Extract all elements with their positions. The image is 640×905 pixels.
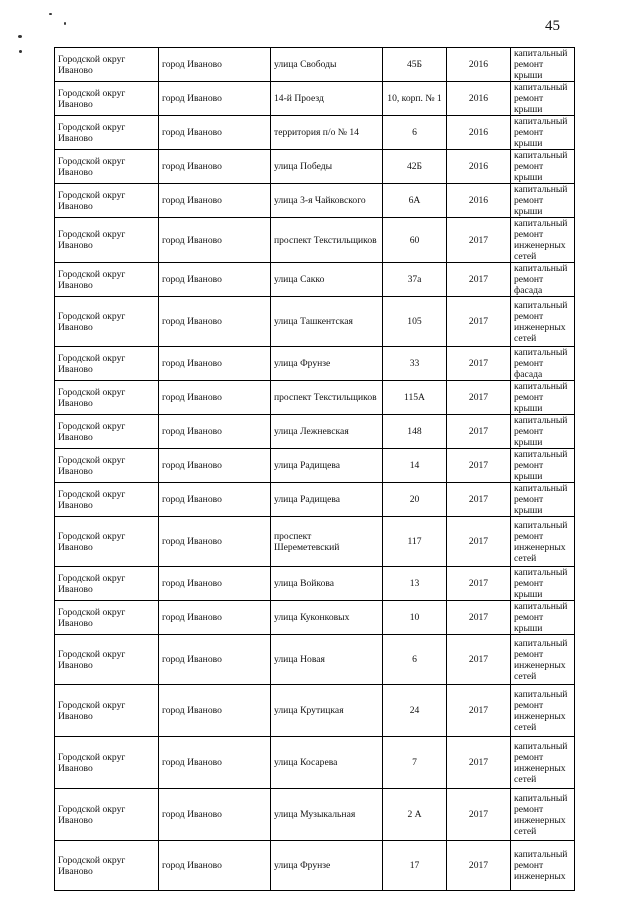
street-cell: улица Свободы [271,48,383,82]
house-number-cell: 2 А [383,789,447,841]
house-number-cell: 148 [383,415,447,449]
house-number-cell: 45Б [383,48,447,82]
street-cell: улица Музыкальная [271,789,383,841]
year-cell: 2017 [447,789,511,841]
district-cell: Городской округ Иваново [55,483,159,517]
table-row [55,517,575,567]
street-cell: проспект Текстильщиков [271,218,383,263]
street-cell: улица Новая [271,635,383,685]
district-cell: Городской округ Иваново [55,82,159,116]
district-cell: Городской округ Иваново [55,116,159,150]
district-cell: Городской округ Иваново [55,737,159,789]
house-number-cell: 105 [383,297,447,347]
year-cell: 2017 [447,601,511,635]
work-type-cell: капитальный ремонт инженерных сетей [511,737,575,789]
work-type-cell: капитальный ремонт фасада [511,263,575,297]
table-row [55,82,575,116]
scan-speck [19,50,22,53]
city-cell: город Иваново [159,841,271,891]
work-type-cell: капитальный ремонт крыши [511,415,575,449]
work-type-cell: капитальный ремонт крыши [511,483,575,517]
work-type-cell: капитальный ремонт инженерных сетей [511,218,575,263]
table-row [55,48,575,82]
city-cell: город Иваново [159,297,271,347]
city-cell: город Иваново [159,48,271,82]
scan-speck [18,35,22,38]
table-row [55,483,575,517]
city-cell: город Иваново [159,263,271,297]
work-type-cell: капитальный ремонт крыши [511,116,575,150]
house-number-cell: 117 [383,517,447,567]
house-number-cell: 14 [383,449,447,483]
work-type-cell: капитальный ремонт крыши [511,150,575,184]
district-cell: Городской округ Иваново [55,567,159,601]
city-cell: город Иваново [159,347,271,381]
street-cell: улица Радищева [271,483,383,517]
house-number-cell: 24 [383,685,447,737]
work-type-cell: капитальный ремонт инженерных сетей [511,635,575,685]
street-cell: улица Крутицкая [271,685,383,737]
table-row [55,381,575,415]
street-cell: улица Косарева [271,737,383,789]
year-cell: 2017 [447,449,511,483]
year-cell: 2017 [447,685,511,737]
district-cell: Городской округ Иваново [55,635,159,685]
city-cell: город Иваново [159,381,271,415]
page-number: 45 [545,18,560,34]
street-cell: проспект Шереметевский [271,517,383,567]
table-row [55,737,575,789]
table-row [55,841,575,891]
street-cell: улица Куконковых [271,601,383,635]
table-row [55,263,575,297]
house-number-cell: 33 [383,347,447,381]
work-type-cell: капитальный ремонт крыши [511,48,575,82]
scan-speck [49,13,52,15]
registry-body [55,48,575,891]
year-cell: 2017 [447,347,511,381]
street-cell: проспект Текстильщиков [271,381,383,415]
district-cell: Городской округ Иваново [55,685,159,737]
city-cell: город Иваново [159,483,271,517]
year-cell: 2017 [447,483,511,517]
street-cell: улица Фрунзе [271,347,383,381]
year-cell: 2016 [447,150,511,184]
city-cell: город Иваново [159,150,271,184]
street-cell: улица Лежневская [271,415,383,449]
street-cell: улица Радищева [271,449,383,483]
street-cell: улица Фрунзе [271,841,383,891]
year-cell: 2017 [447,218,511,263]
street-cell: улица Победы [271,150,383,184]
work-type-cell: капитальный ремонт фасада [511,347,575,381]
year-cell: 2017 [447,841,511,891]
table-row [55,218,575,263]
work-type-cell: капитальный ремонт крыши [511,601,575,635]
work-type-cell: капитальный ремонт инженерных сетей [511,789,575,841]
district-cell: Городской округ Иваново [55,601,159,635]
work-type-cell: капитальный ремонт крыши [511,381,575,415]
district-cell: Городской округ Иваново [55,381,159,415]
city-cell: город Иваново [159,517,271,567]
year-cell: 2016 [447,82,511,116]
table-row [55,789,575,841]
city-cell: город Иваново [159,737,271,789]
house-number-cell: 17 [383,841,447,891]
house-number-cell: 6А [383,184,447,218]
table-row [55,449,575,483]
house-number-cell: 10 [383,601,447,635]
district-cell: Городской округ Иваново [55,841,159,891]
table-row [55,116,575,150]
house-number-cell: 37а [383,263,447,297]
district-cell: Городской округ Иваново [55,449,159,483]
table-row [55,297,575,347]
work-type-cell: капитальный ремонт крыши [511,184,575,218]
table-row [55,415,575,449]
work-type-cell: капитальный ремонт крыши [511,82,575,116]
street-cell: улица Ташкентская [271,297,383,347]
city-cell: город Иваново [159,116,271,150]
district-cell: Городской округ Иваново [55,347,159,381]
city-cell: город Иваново [159,601,271,635]
year-cell: 2017 [447,635,511,685]
table-row [55,150,575,184]
city-cell: город Иваново [159,789,271,841]
street-cell: улица Войкова [271,567,383,601]
district-cell: Городской округ Иваново [55,517,159,567]
house-number-cell: 6 [383,635,447,685]
scan-speck [64,22,66,25]
street-cell: 14-й Проезд [271,82,383,116]
work-type-cell: капитальный ремонт инженерных сетей [511,685,575,737]
year-cell: 2017 [447,737,511,789]
year-cell: 2016 [447,184,511,218]
city-cell: город Иваново [159,218,271,263]
work-type-cell: капитальный ремонт инженерных сетей [511,297,575,347]
street-cell: улица Сакко [271,263,383,297]
district-cell: Городской округ Иваново [55,297,159,347]
district-cell: Городской округ Иваново [55,48,159,82]
year-cell: 2016 [447,48,511,82]
house-number-cell: 60 [383,218,447,263]
year-cell: 2017 [447,297,511,347]
house-number-cell: 6 [383,116,447,150]
house-number-cell: 20 [383,483,447,517]
city-cell: город Иваново [159,415,271,449]
street-cell: улица 3-я Чайковского [271,184,383,218]
city-cell: город Иваново [159,82,271,116]
district-cell: Городской округ Иваново [55,263,159,297]
work-type-cell: капитальный ремонт инженерных [511,841,575,891]
table-row [55,567,575,601]
year-cell: 2016 [447,116,511,150]
city-cell: город Иваново [159,449,271,483]
house-number-cell: 7 [383,737,447,789]
city-cell: город Иваново [159,685,271,737]
table-row [55,601,575,635]
table-row [55,685,575,737]
city-cell: город Иваново [159,635,271,685]
work-type-cell: капитальный ремонт крыши [511,449,575,483]
table-row [55,184,575,218]
repair-registry-table [54,47,575,891]
work-type-cell: капитальный ремонт инженерных сетей [511,517,575,567]
year-cell: 2017 [447,381,511,415]
city-cell: город Иваново [159,184,271,218]
table-row [55,347,575,381]
year-cell: 2017 [447,263,511,297]
house-number-cell: 115А [383,381,447,415]
house-number-cell: 10, корп. № 1 [383,82,447,116]
year-cell: 2017 [447,415,511,449]
table-row [55,635,575,685]
district-cell: Городской округ Иваново [55,150,159,184]
house-number-cell: 42Б [383,150,447,184]
house-number-cell: 13 [383,567,447,601]
year-cell: 2017 [447,517,511,567]
city-cell: город Иваново [159,567,271,601]
district-cell: Городской округ Иваново [55,415,159,449]
district-cell: Городской округ Иваново [55,218,159,263]
district-cell: Городской округ Иваново [55,184,159,218]
year-cell: 2017 [447,567,511,601]
district-cell: Городской округ Иваново [55,789,159,841]
street-cell: территория п/о № 14 [271,116,383,150]
work-type-cell: капитальный ремонт крыши [511,567,575,601]
